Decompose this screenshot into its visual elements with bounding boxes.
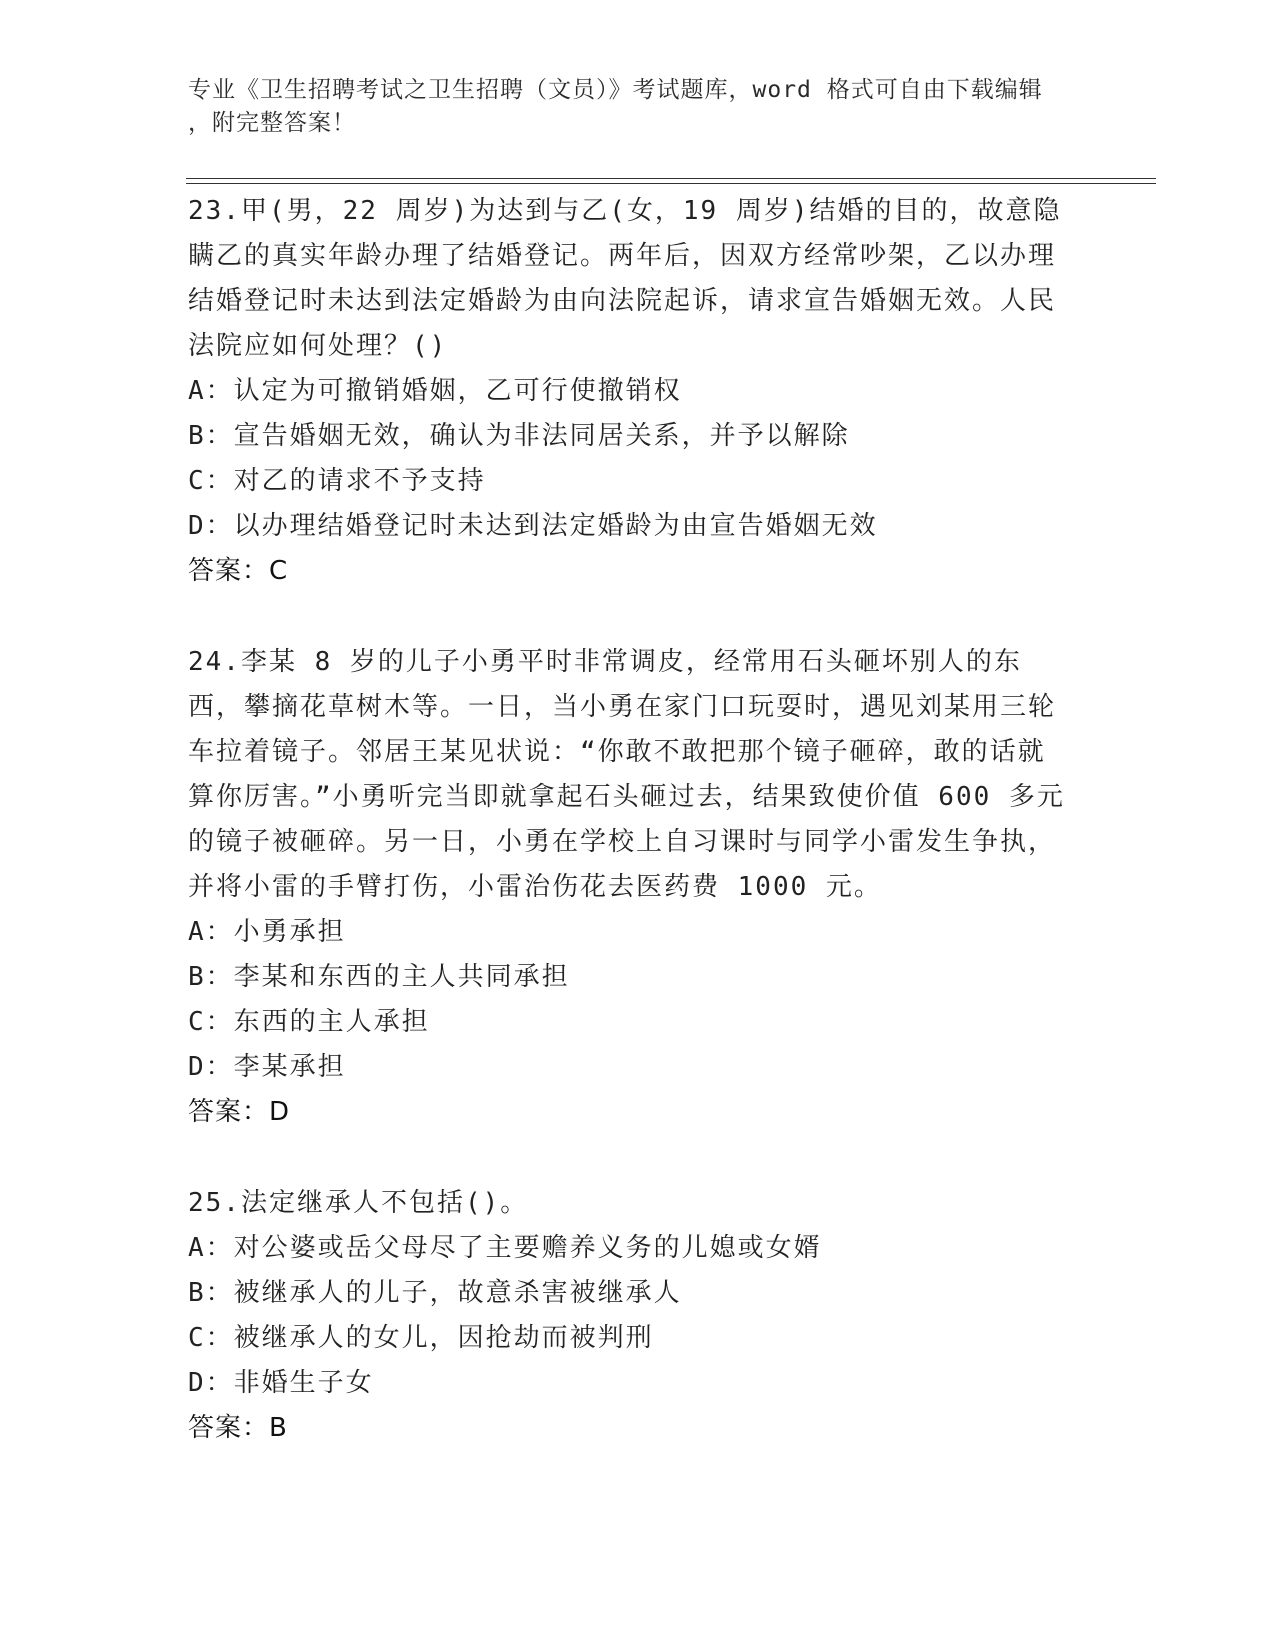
option-c: C：东西的主人承担 <box>188 1007 430 1037</box>
answer-label: 答案：C <box>188 556 289 586</box>
answer-label: 答案：D <box>188 1097 291 1127</box>
option-c: C：被继承人的女儿，因抢劫而被判刑 <box>188 1323 654 1353</box>
header-divider-bottom <box>186 183 1156 184</box>
option-d: D：李某承担 <box>188 1052 346 1082</box>
option-b: B：宣告婚姻无效，确认为非法同居关系，并予以解除 <box>188 421 850 451</box>
answer-label: 答案：B <box>188 1413 288 1443</box>
header-line-1: 专业《卫生招聘考试之卫生招聘（文员）》考试题库，word 格式可自由下载编辑 <box>188 77 1043 103</box>
option-b: B：被继承人的儿子，故意杀害被继承人 <box>188 1278 682 1308</box>
option-d: D：非婚生子女 <box>188 1368 374 1398</box>
option-b: B：李某和东西的主人共同承担 <box>188 962 570 992</box>
option-a: A：对公婆或岳父母尽了主要赡养义务的儿媳或女婿 <box>188 1233 822 1263</box>
question-list <box>188 189 1068 1451</box>
header-divider-top <box>186 178 1156 179</box>
question-spacer <box>188 594 1068 640</box>
option-a: A：认定为可撤销婚姻，乙可行使撤销权 <box>188 376 682 406</box>
option-c: C：对乙的请求不予支持 <box>188 466 486 496</box>
question-24 <box>188 640 1068 1135</box>
header-line-2: ，附完整答案！ <box>188 110 356 136</box>
option-a: A：小勇承担 <box>188 917 346 947</box>
question-stem: 23.甲(男，22 周岁)为达到与乙(女，19 周岁)结婚的目的，故意隐瞒乙的真实年龄办理了结婚登记。两年后，因双方经常吵架，乙以办理结婚登记时未达到法定婚龄为由向法院起诉，请求宣告婚姻无效。人民法院应如何处理？() <box>188 196 1062 361</box>
document-header <box>188 74 1068 140</box>
question-stem: 24.李某 8 岁的儿子小勇平时非常调皮，经常用石头砸坏别人的东西，攀摘花草树木等。一日，当小勇在家门口玩耍时，遇见刘某用三轮车拉着镜子。邻居王某见状说：“你敢不敢把那个镜子砸碎，敢的话就算你厉害。”小勇听完当即就拿起石头砸过去，结果致使价值 600 多元的镜子被砸碎。另一日，小勇在学校上自习课时与同学小雷发生争执，并将小雷的手臂打伤，小雷治伤花去医药费 1000 元。 <box>188 647 1065 902</box>
question-25 <box>188 1181 1068 1451</box>
option-d: D：以办理结婚登记时未达到法定婚龄为由宣告婚姻无效 <box>188 511 878 541</box>
question-spacer <box>188 1135 1068 1181</box>
question-23 <box>188 189 1068 594</box>
question-stem: 25.法定继承人不包括()。 <box>188 1188 529 1218</box>
